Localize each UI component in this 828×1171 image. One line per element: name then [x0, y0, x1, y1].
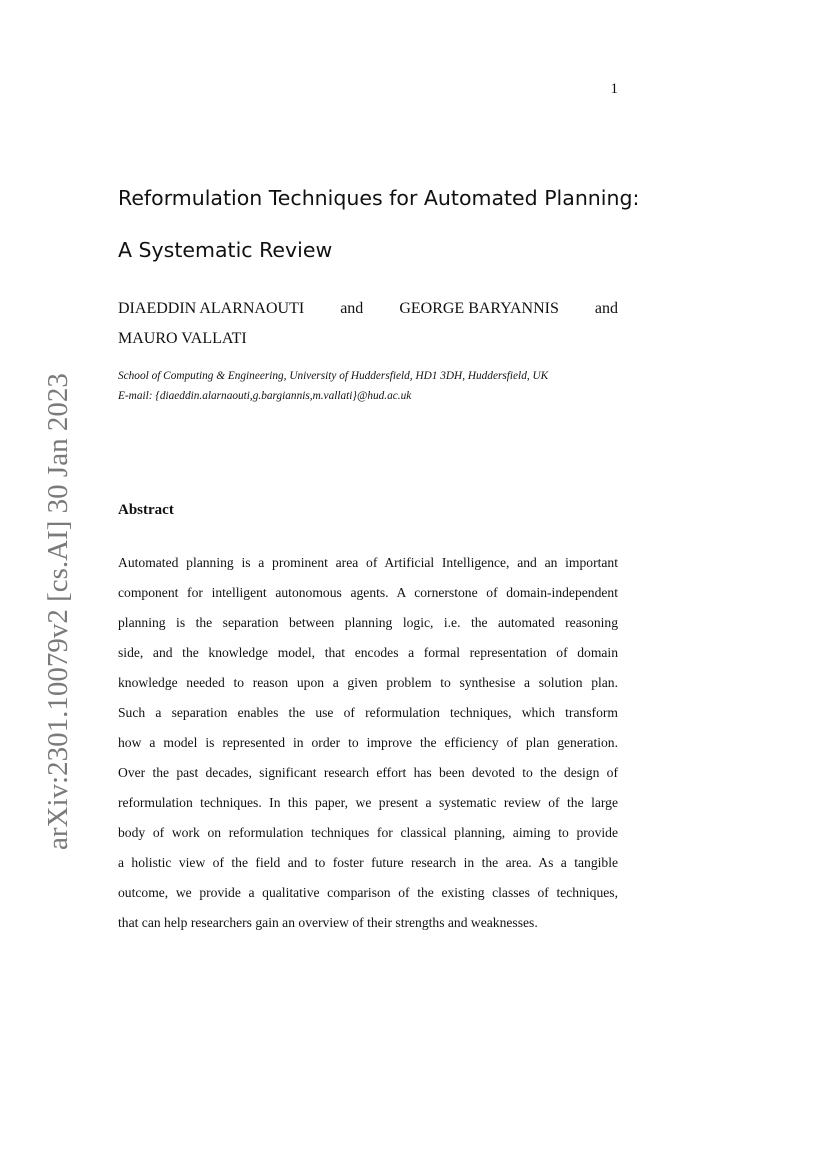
abstract-line: knowledge needed to reason upon a given problem to synthesise a solution plan.: [118, 675, 618, 690]
abstract-heading: Abstract: [118, 502, 174, 518]
paper-title: [118, 172, 638, 276]
abstract-body: [118, 548, 618, 938]
abstract-line: outcome, we provide a qualitative comparison of the existing classes of techniques,: [118, 885, 618, 900]
title-line-1: Reformulation Techniques for Automated Planning:: [118, 186, 640, 210]
abstract-line: a holistic view of the field and to foster future research in the area. As a tangible: [118, 855, 618, 870]
author-alarnaouti: DIAEDDIN ALARNAOUTI: [118, 300, 305, 317]
author-vallati: MAURO VALLATI: [118, 330, 247, 347]
author-list: [118, 294, 618, 354]
abstract-line: planning is the separation between planning logic, i.e. the automated reasoning: [118, 615, 618, 630]
abstract-line: Such a separation enables the use of reformulation techniques, which transform: [118, 705, 618, 720]
abstract-line: side, and the knowledge model, that encodes a formal representation of domain: [118, 645, 618, 660]
title-line-2: A Systematic Review: [118, 238, 333, 262]
abstract-line: body of work on reformulation techniques for classical planning, aiming to provide: [118, 825, 618, 840]
page-number: 1: [610, 81, 618, 97]
affiliation-block: [118, 366, 618, 406]
abstract-line: reformulation techniques. In this paper, we present a systematic review of the large: [118, 795, 618, 810]
author-baryannis: GEORGE BARYANNIS: [399, 300, 559, 317]
author-line-1: [118, 294, 618, 324]
author-conjunction: and: [340, 300, 364, 317]
abstract-line: how a model is represented in order to improve the efficiency of plan generation.: [118, 735, 618, 750]
abstract-line: Over the past decades, significant research effort has been devoted to the design of: [118, 765, 618, 780]
arxiv-identifier-stamp: arXiv:2301.10079v2 [cs.AI] 30 Jan 2023: [42, 373, 74, 850]
abstract-line: Automated planning is a prominent area of Artificial Intelligence, and an important: [118, 555, 618, 570]
institution-text: School of Computing & Engineering, University of Huddersfield, HD1 3DH, Huddersfield, UK: [118, 370, 549, 382]
author-conjunction: and: [594, 300, 618, 317]
abstract-line: that can help researchers gain an overview of their strengths and weaknesses.: [118, 915, 538, 930]
abstract-line: component for intelligent autonomous agents. A cornerstone of domain-independent: [118, 585, 618, 600]
email-text: E-mail: {diaeddin.alarnaouti,g.bargiannis,m.vallati}@hud.ac.uk: [118, 390, 412, 402]
